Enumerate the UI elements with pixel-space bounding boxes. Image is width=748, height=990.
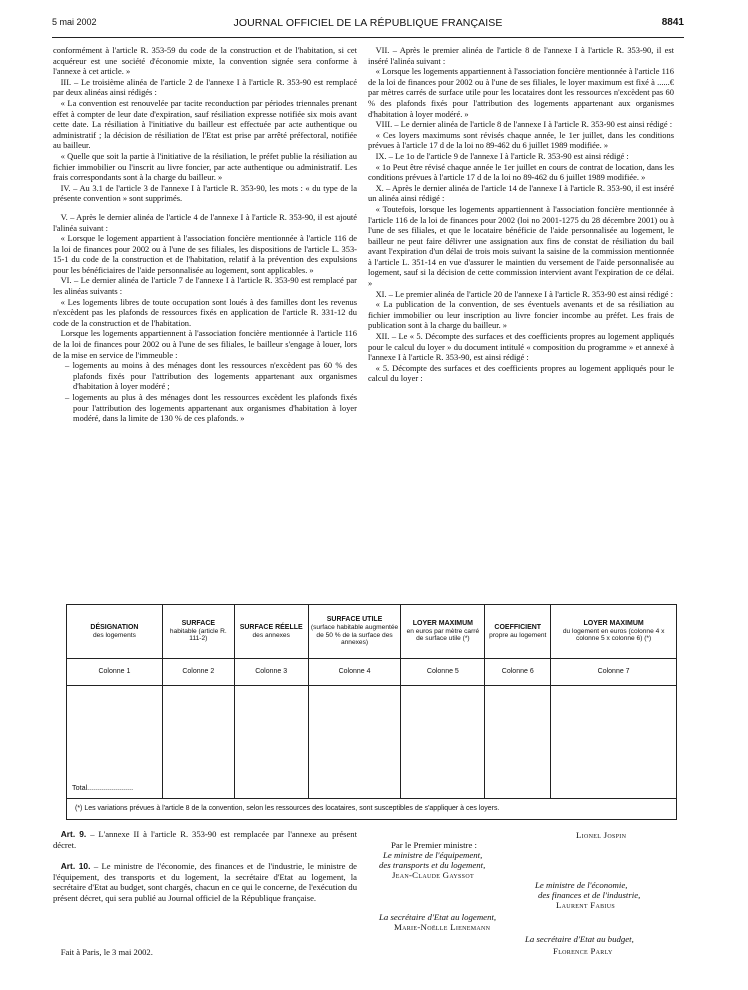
article-text: – L'annexe II à l'article R. 353-90 est remplacée par l'annexe au présent décret. (53, 829, 357, 850)
right-column (368, 45, 674, 384)
paragraph: conformément à l'article R. 353-59 du code de la construction et de l'habitation, si cet acquéreur est une société d'économie mixte, la convention signée sera conforme à l'annexe à cet article. » (53, 45, 357, 77)
table-cell: Colonne 3 (234, 659, 308, 686)
table-header-cell: LOYER MAXIMUM en euros par mètre carré de surface utile (*) (401, 605, 485, 659)
table-header-cell: LOYER MAXIMUM du logement en euros (colonne 4 x colonne 5 x colonne 6) (*) (551, 605, 677, 659)
table-cell (551, 779, 677, 799)
paragraph: « Lorsque les logements appartiennent à l'association foncière mentionnée à l'article 116 de la loi de finances pour 2002 ou à l'une de ses filiales, le loyer maximum est fixé à ......€ par mètres carrés de surface utile pour les locataires dont les ressources n'excèdent pas 60 % des plafonds fixés pour l'attribution des logements appartenant aux organismes d'habitation à loyer modéré. » (368, 66, 674, 119)
table-cell: Colonne 4 (308, 659, 401, 686)
signature-by-pm: Par le Premier ministre : (391, 840, 477, 850)
table-cell: Colonne 6 (485, 659, 551, 686)
header-rule (52, 37, 684, 38)
paragraph: « La convention est renouvelée par tacite reconduction par périodes triennales prenant effet à compter de leur date d'expiration, sauf résiliation expresse notifiée six mois avant cette date. La résiliation à l'initiative du bailleur est effectuée par acte authentique ou administratif ; la décision de résiliation de l'Etat est prise par arrêté préfectoral, notifiée au bailleur. (53, 97, 357, 151)
signature-name: Florence Parly (553, 946, 613, 956)
header-title: JOURNAL OFFICIEL DE LA RÉPUBLIQUE FRANÇAISE (233, 17, 503, 29)
signature-name: Jean-Claude Gayssot (392, 870, 474, 880)
surface-table (66, 604, 677, 820)
signature-name: Marie-Noëlle Lienemann (394, 922, 491, 932)
table-cell: Colonne 7 (551, 659, 677, 686)
signature-title: Le ministre de l'économie, (535, 880, 628, 890)
table-footnote-row (67, 799, 677, 820)
table-row (67, 659, 677, 686)
paragraph: « 1o Peut être révisé chaque année le 1er juillet en cours de contrat de location, dans les conditions prévues à l'article 17 d de la loi no 89-462 du 6 juillet 1989 modifiée. » (368, 161, 674, 183)
table-cell (234, 779, 308, 799)
table-cell (162, 686, 234, 779)
table-cell (401, 779, 485, 799)
header-date: 5 mai 2002 (52, 17, 97, 27)
paragraph: Lorsque les logements appartiennent à l'association foncière mentionnée à l'article 116 de la loi de finances pour 2002 ou à l'une de ses filiales, le bailleur s'engage à louer, lors de la mise en service de l'immeuble : (53, 328, 357, 360)
signature-title: La secrétaire d'Etat au logement, (379, 912, 497, 922)
paragraph: « Ces loyers maximums sont révisés chaque année, le 1er juillet, dans les conditions prévues à l'article 17 d de la loi no 89-462 du 6 juillet 1989 modifiée. » (368, 129, 674, 151)
paragraph: X. – Après le dernier alinéa de l'article 14 de l'annexe I à l'article R. 353-90, il est inséré un alinéa ainsi rédigé : (368, 182, 674, 204)
paragraph: VII. – Après le premier alinéa de l'article 8 de l'annexe I à l'article R. 353-90, il est inséré l'alinéa suivant : (368, 45, 674, 66)
paragraph: XII. – Le « 5. Décompte des surfaces et des coefficients propres au logement appliqués pour le calcul du loyer » du document intitulé « composition du programme » et annexé à l'annexe I à l'article R. 353-90, est ainsi rédigé : (368, 331, 674, 363)
paragraph: VI. – Le dernier alinéa de l'article 7 de l'annexe I à l'article R. 353-90 est remplacé par les alinéas suivants : (53, 275, 357, 297)
table-cell (485, 779, 551, 799)
done-at-text: Fait à Paris, le 3 mai 2002. (60, 947, 153, 957)
article-10 (53, 861, 357, 903)
table-cell (551, 686, 677, 779)
done-at (53, 947, 357, 958)
signature-pm: Lionel Jospin (576, 830, 627, 840)
table-header-cell: DÉSIGNATION des logements (67, 605, 163, 659)
table-cell (162, 779, 234, 799)
paragraph: III. – Le troisième alinéa de l'article 2 de l'annexe I à l'article R. 353-90 est remplacé par deux alinéas ainsi rédigés : (53, 76, 357, 98)
page-header (52, 17, 684, 31)
article-label: Art. 10. (60, 861, 91, 871)
table-cell (401, 686, 485, 779)
article-9 (53, 829, 357, 850)
article-label: Art. 9. (60, 829, 87, 839)
paragraph: IV. – Au 3.1 de l'article 3 de l'annexe I à l'article R. 353-90, les mots : « du type de la présente convention » sont supprimés. (53, 182, 357, 204)
table-total-row (67, 779, 677, 799)
paragraph: « Quelle que soit la partie à l'initiative de la résiliation, le préfet publie la résiliation au fichier immobilier ou l'inscrit au livre foncier, par acte authentique ou administratif. Les frais correspondants sont à la charge du bailleur. » (53, 150, 357, 183)
left-column (53, 45, 357, 424)
table-header-cell: COEFFICIENT propre au logement (485, 605, 551, 659)
paragraph: « Lorsque le logement appartient à l'association foncière mentionnée à l'article 116 de la loi de finances pour 2002 ou à l'une de ses filiales, les dispositions de l'article L. 353-15-1 du code de la construction et de l'habitation, relatif à la prévention des expulsions pour les bénéficiaires de l'aide personnalisée au logement, sont applicables. » (53, 233, 357, 275)
total-label: Total....................... (67, 779, 163, 799)
table-header-cell: SURFACE RÉELLE des annexes (234, 605, 308, 659)
signature-title: La secrétaire d'Etat au budget, (525, 934, 634, 944)
article-text: – Le ministre de l'économie, des finances et de l'industrie, le ministre de l'équipement, des transports et du logement, la secrétaire d'Etat au logement, la secrétaire d'Etat au budget, sont chargés, chacun en ce qui le concerne, de l'exécution du présent décret, qui sera publié au Journal officiel de la République française. (53, 861, 357, 903)
table-cell (234, 686, 308, 779)
signature-title: des finances et de l'industrie, (538, 890, 641, 900)
paragraph: « Les logements libres de toute occupation sont loués à des familles dont les revenus n'excèdent pas les plafonds de ressources fixés en application de l'article R. 331-12 du code de la construction et de l'habitation. (53, 296, 357, 328)
paragraph: VIII. – Le dernier alinéa de l'article 8 de l'annexe I à l'article R. 353-90 est ainsi rédigé : (375, 119, 673, 130)
bullet-list (53, 360, 357, 424)
paragraph: XI. – Le premier alinéa de l'article 20 de l'annexe I à l'article R. 353-90 est ainsi rédigé : (375, 288, 674, 299)
table-header-cell: SURFACE UTILE (surface habitable augmentée de 50 % de la surface des annexes) (308, 605, 401, 659)
table-cell: Colonne 2 (162, 659, 234, 686)
table-row (67, 686, 677, 779)
list-item: – logements au moins à des ménages dont les ressources n'excèdent pas 60 % des plafonds fixés pour l'attribution des logements appartenant aux organismes d'habitation à loyer modéré ; (53, 360, 357, 392)
paragraph: « 5. Décompte des surfaces et des coefficients propres au logement appliqués pour le calcul du loyer : (368, 362, 674, 384)
table-cell (485, 686, 551, 779)
paragraph: « Toutefois, lorsque les logements appartiennent à l'association foncière mentionnée à l'article 116 de la loi de finances pour 2002 (loi no 2001-1275 du 28 décembre 2001) ou à l'une de ses filiales, et que le locataire bénéficie de l'aide personnalisée au logement, le bailleur ne peut faire délivrer une assignation aux fins de constat de résiliation du bail avant l'expiration d'un délai de trois mois suivant la saisine de la commission mentionnée à l'article L. 351-14 en vue d'assurer le maintien du versement de l'aide personnalisée au logement, sauf si la décision de cette commission intervient avant l'expiration de ce délai. » (368, 203, 674, 289)
list-item: – logements au plus à des ménages dont les ressources excèdent les plafonds fixés pour l'attribution des logements appartenant aux organismes d'habitation à loyer modéré, dans la limite de 130 % de ces plafonds. » (53, 392, 357, 424)
table-header-row (67, 605, 677, 659)
paragraph: « La publication de la convention, de ses éventuels avenants et de sa résiliation au fichier immobilier ou leur inscription au livre foncier incombe au préfet. Les frais de publication sont à la charge du bailleur. » (368, 299, 674, 331)
table-cell: Colonne 1 (67, 659, 163, 686)
signature-title: des transports et du logement, (379, 860, 486, 870)
table-cell (67, 686, 163, 779)
signature-title: Le ministre de l'équipement, (383, 850, 483, 860)
header-page-number: 8841 (661, 17, 684, 28)
table-cell (308, 686, 401, 779)
table-footnote: (*) Les variations prévues à l'article 8 de la convention, selon les ressources des locataires, sont susceptibles de s'appliquer à ces loyers. (67, 799, 677, 820)
table-header-cell: SURFACE habitable (article R. 111-2) (162, 605, 234, 659)
signature-name: Laurent Fabius (556, 900, 615, 910)
table-cell (308, 779, 401, 799)
table-cell: Colonne 5 (401, 659, 485, 686)
paragraph: IX. – Le 1o de l'article 9 de l'annexe I à l'article R. 353-90 est ainsi rédigé : (375, 150, 629, 161)
paragraph: V. – Après le dernier alinéa de l'article 4 de l'annexe I à l'article R. 353-90, il est ajouté l'alinéa suivant : (53, 211, 357, 233)
